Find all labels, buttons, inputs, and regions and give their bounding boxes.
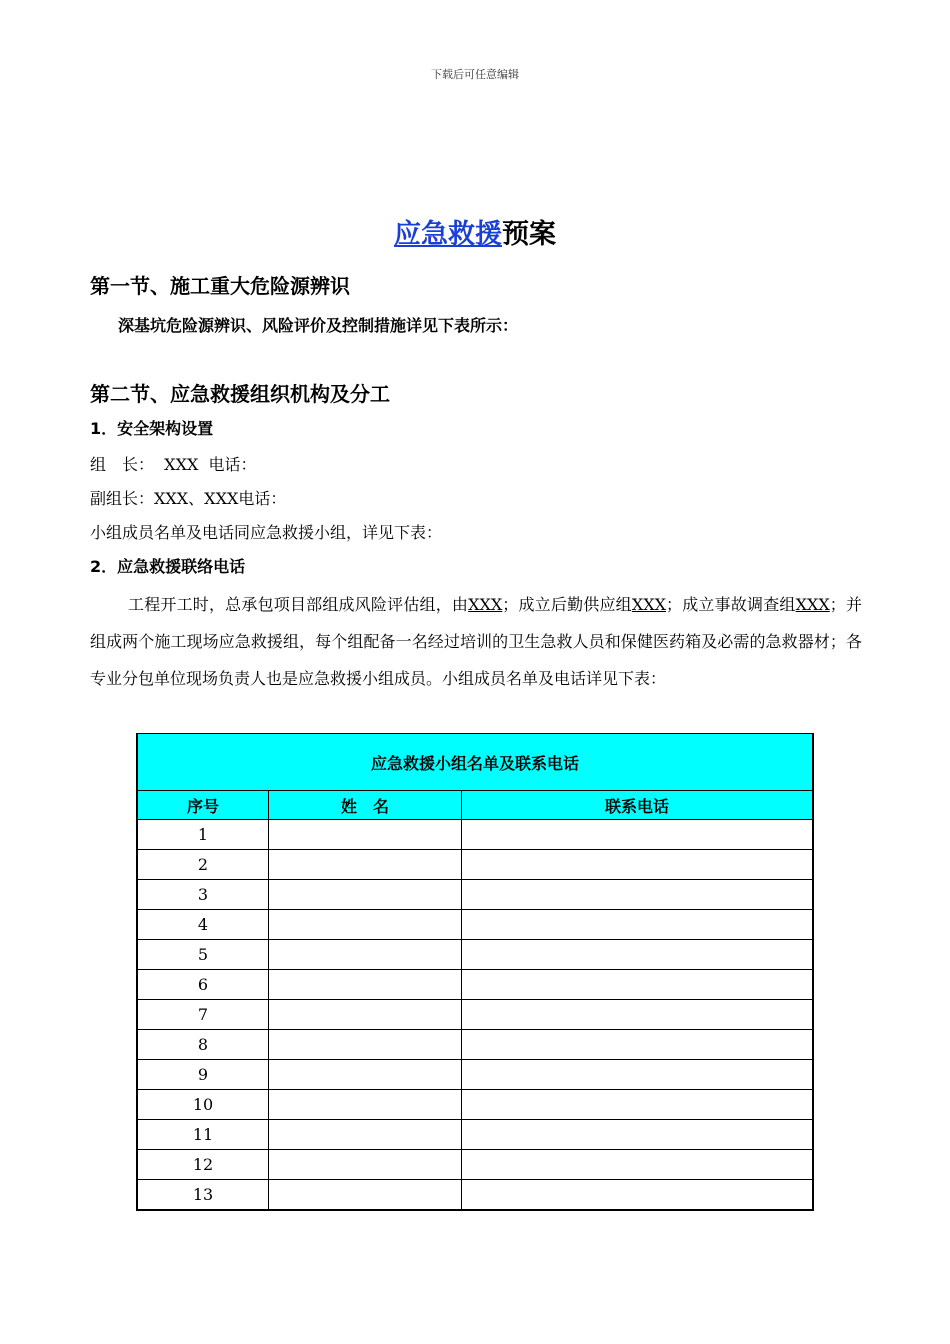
row-phone[interactable] (462, 940, 814, 970)
row-index: 8 (137, 1030, 269, 1060)
table-row (137, 970, 813, 1000)
row-name[interactable] (269, 1120, 462, 1150)
xxx-logistics: XXX (631, 595, 667, 614)
row-index: 10 (137, 1090, 269, 1120)
section1-heading: 第一节、施工重大危险源辨识 (90, 274, 350, 298)
rescue-team-table (136, 733, 814, 1211)
table-row (137, 1000, 813, 1030)
table-row (137, 940, 813, 970)
row-phone[interactable] (462, 1150, 814, 1180)
deputy-line: 副组长：XXX、XXX电话： (90, 489, 287, 508)
members-line: 小组成员名单及电话同应急救援小组，详见下表： (90, 523, 443, 542)
row-index: 11 (137, 1120, 269, 1150)
row-index: 5 (137, 940, 269, 970)
row-phone[interactable] (462, 1120, 814, 1150)
col-header-name: 姓 名 (269, 791, 462, 820)
table-row (137, 1150, 813, 1180)
table-row (137, 1090, 813, 1120)
row-name[interactable] (269, 1180, 462, 1211)
table-row (137, 1120, 813, 1150)
section2-heading: 第二节、应急救援组织机构及分工 (90, 382, 390, 406)
row-name[interactable] (269, 1090, 462, 1120)
section1-text: 深基坑危险源辨识、风险评价及控制措施详见下表所示： (118, 316, 519, 335)
row-phone[interactable] (462, 1030, 814, 1060)
row-name[interactable] (269, 940, 462, 970)
row-phone[interactable] (462, 1060, 814, 1090)
table-caption: 应急救援小组名单及联系电话 (137, 734, 813, 791)
row-index: 13 (137, 1180, 269, 1211)
row-name[interactable] (269, 880, 462, 910)
row-phone[interactable] (462, 880, 814, 910)
row-name[interactable] (269, 820, 462, 850)
subheading-structure: 1．安全架构设置 (90, 419, 214, 438)
title-link[interactable]: 应急救援 (394, 219, 502, 250)
row-index: 7 (137, 1000, 269, 1030)
page-title (0, 212, 950, 251)
table-row (137, 1030, 813, 1060)
title-rest: 预案 (502, 219, 556, 250)
table-row (137, 850, 813, 880)
row-index: 3 (137, 880, 269, 910)
row-index: 9 (137, 1060, 269, 1090)
row-name[interactable] (269, 1000, 462, 1030)
row-index: 12 (137, 1150, 269, 1180)
page-header: 下载后可任意编辑 (431, 68, 519, 81)
xxx-risk: XXX (468, 595, 503, 614)
table-row (137, 1180, 813, 1211)
col-header-phone: 联系电话 (462, 791, 814, 820)
subheading-contacts: 2．应急救援联络电话 (90, 557, 246, 576)
row-index: 2 (137, 850, 269, 880)
col-header-index: 序号 (137, 791, 269, 820)
table-row (137, 820, 813, 850)
row-phone[interactable] (462, 1180, 814, 1211)
table-row (137, 1060, 813, 1090)
row-index: 1 (137, 820, 269, 850)
row-name[interactable] (269, 850, 462, 880)
row-phone[interactable] (462, 1090, 814, 1120)
row-phone[interactable] (462, 820, 814, 850)
table-row (137, 880, 813, 910)
xxx-investigation: XXX (795, 595, 830, 614)
row-phone[interactable] (462, 910, 814, 940)
row-name[interactable] (269, 1030, 462, 1060)
row-index: 4 (137, 910, 269, 940)
row-name[interactable] (269, 1150, 462, 1180)
leader-line: 组 长： XXX 电话： (90, 455, 257, 474)
row-name[interactable] (269, 910, 462, 940)
row-name[interactable] (269, 1060, 462, 1090)
row-phone[interactable] (462, 1000, 814, 1030)
row-name[interactable] (269, 970, 462, 1000)
row-phone[interactable] (462, 850, 814, 880)
table-row (137, 910, 813, 940)
contacts-paragraph: 工程开工时，总承包项目部组成风险评估组，由XXX；成立后勤供应组XXX；成立事故调查组XXX；并组成两个施工现场应急救援组，每个组配备一名经过培训的卫生急救人员和保健医药箱及必需的急救器材；各专业分包单位现场负责人也是应急救援小组成员。小组成员名单及电话详见下表： (90, 595, 862, 688)
row-phone[interactable] (462, 970, 814, 1000)
row-index: 6 (137, 970, 269, 1000)
